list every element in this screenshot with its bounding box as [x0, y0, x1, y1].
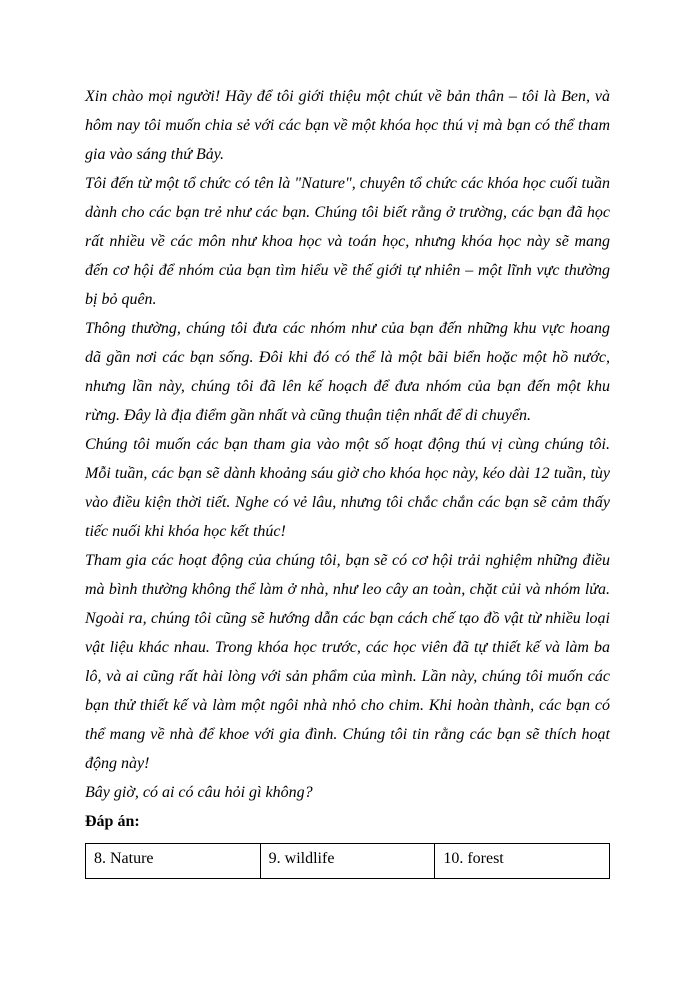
- answer-cell-8: 8. Nature: [86, 844, 261, 879]
- paragraph-location: Thông thường, chúng tôi đưa các nhóm như của bạn đến những khu vực hoang dã gần nơi các bạn sống. Đôi khi đó có thể là một bãi biển hoặc một hồ nước, nhưng lần này, chúng tôi đã lên kế hoạch để đưa nhóm của bạn đến một khu rừng. Đây là địa điểm gần nhất và cũng thuận tiện nhất để di chuyển.: [85, 320, 610, 424]
- paragraph-schedule: Chúng tôi muốn các bạn tham gia vào một số hoạt động thú vị cùng chúng tôi. Mỗi tuần, các bạn sẽ dành khoảng sáu giờ cho khóa học này, kéo dài 12 tuần, tùy vào điều kiện thời tiết. Nghe có vẻ lâu, nhưng tôi chắc chắn các bạn sẽ cảm thấy tiếc nuối khi khóa học kết thúc!: [85, 436, 610, 540]
- answer-cell-9: 9. wildlife: [260, 844, 435, 879]
- paragraph-questions: Bây giờ, có ai có câu hỏi gì không?: [85, 784, 313, 801]
- paragraph-greeting: Xin chào mọi người! Hãy để tôi giới thiệu một chút về bản thân – tôi là Ben, và hôm nay tôi muốn chia sẻ với các bạn về một khóa học thú vị mà bạn có thể tham gia vào sáng thứ Bảy.: [85, 88, 610, 163]
- answer-cell-10: 10. forest: [435, 844, 610, 879]
- paragraph-activities: Tham gia các hoạt động của chúng tôi, bạn sẽ có cơ hội trải nghiệm những điều mà bình thường không thể làm ở nhà, như leo cây an toàn, chặt củi và nhóm lửa. Ngoài ra, chúng tôi cũng sẽ hướng dẫn các bạn cách chế tạo đồ vật từ nhiều loại vật liệu khác nhau. Trong khóa học trước, các học viên đã tự thiết kế và làm ba lô, và ai cũng rất hài lòng với sản phẩm của mình. Lần này, chúng tôi muốn các bạn thử thiết kế và làm một ngôi nhà nhỏ cho chim. Khi hoàn thành, các bạn có thể mang về nhà để khoe với gia đình. Chúng tôi tin rằng các bạn sẽ thích hoạt động này!: [85, 552, 610, 772]
- answers-heading: Đáp án:: [85, 813, 140, 830]
- answers-table-row: [86, 844, 610, 879]
- paragraph-organization: Tôi đến từ một tổ chức có tên là "Nature", chuyên tổ chức các khóa học cuối tuần dành cho các bạn trẻ như các bạn. Chúng tôi biết rằng ở trường, các bạn đã học rất nhiều về các môn như khoa học và toán học, nhưng khóa học này sẽ mang đến cơ hội để nhóm của bạn tìm hiểu về thế giới tự nhiên – một lĩnh vực thường bị bỏ quên.: [85, 175, 610, 308]
- answers-table: [85, 843, 610, 879]
